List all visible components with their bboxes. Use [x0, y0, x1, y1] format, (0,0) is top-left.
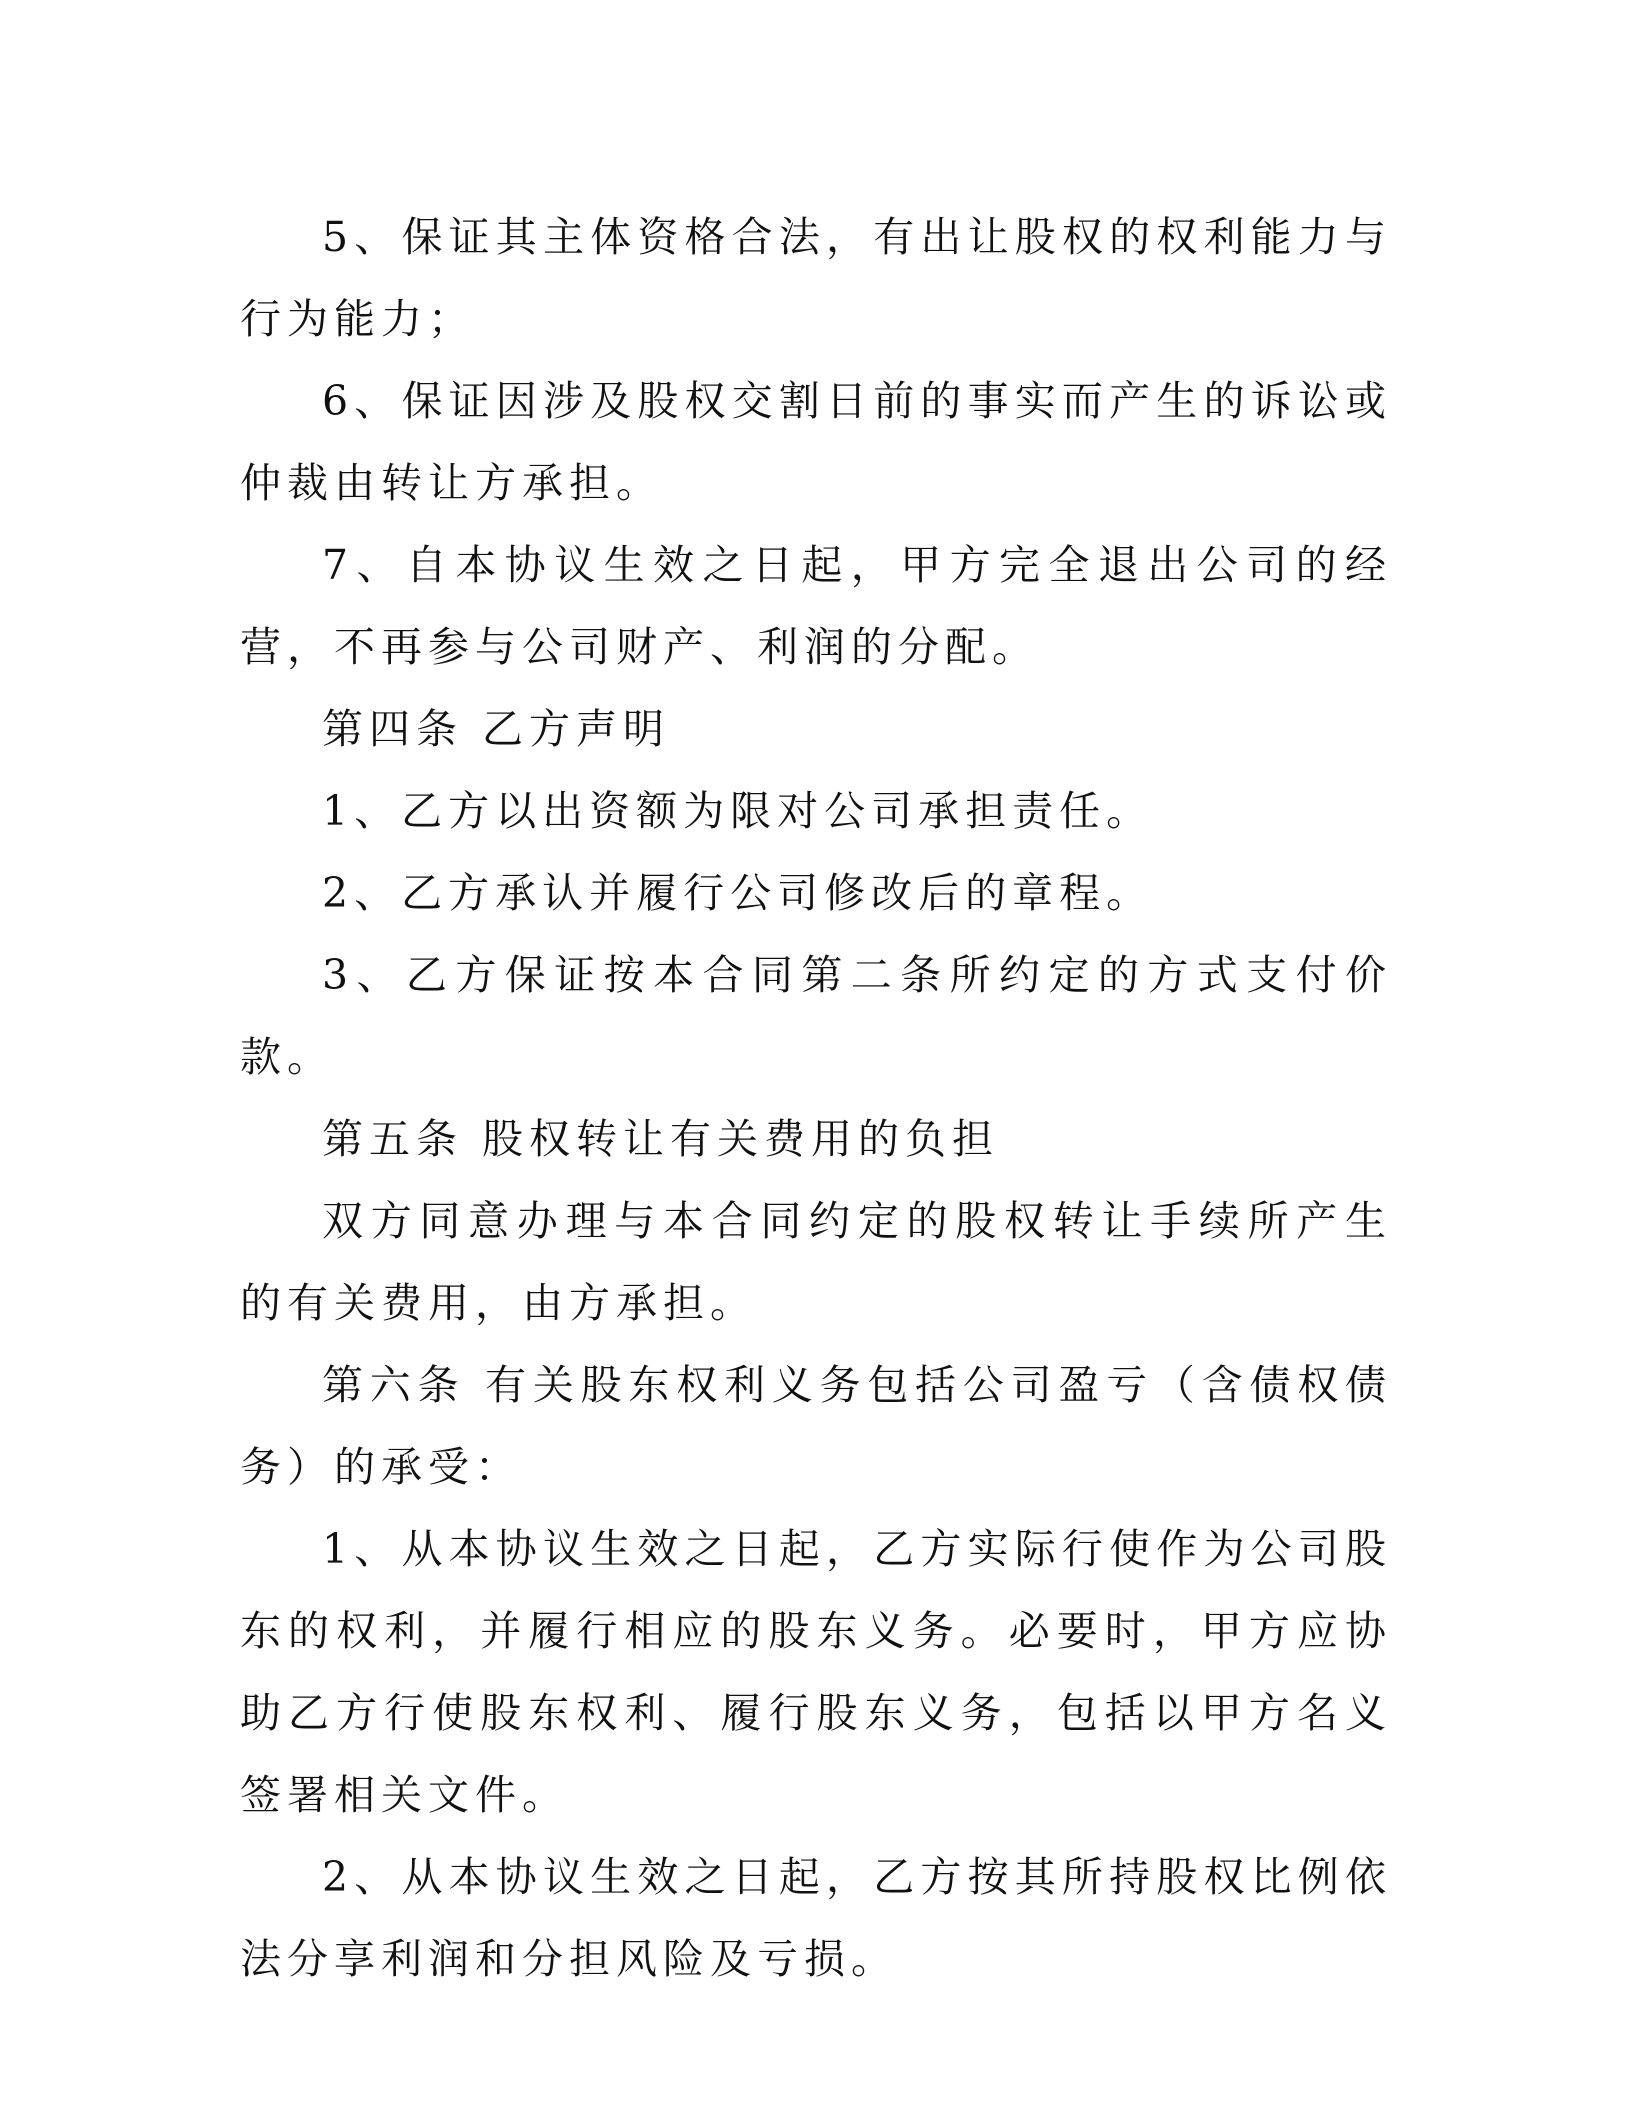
clause-item-5: 5、保证其主体资格合法，有出让股权的权利能力与行为能力； [240, 213, 1392, 343]
article-5-body: 双方同意办理与本合同约定的股权转让手续所产生的有关费用，由方承担。 [240, 1197, 1392, 1327]
article-4-heading: 第四条 乙方声明 [322, 705, 671, 753]
article-6-item-1: 1、从本协议生效之日起，乙方实际行使作为公司股东的权利，并履行相应的股东义务。必要时，甲方应协助乙方行使股东权利、履行股东义务，包括以甲方名义签署相关文件。 [240, 1525, 1392, 1819]
article-6-heading: 第六条 有关股东权利义务包括公司盈亏（含债权债务）的承受： [240, 1361, 1392, 1491]
article-6-item-2: 2、从本协议生效之日起，乙方按其所持股权比例依法分享利润和分担风险及亏损。 [240, 1853, 1392, 1983]
document-body [240, 196, 1392, 2000]
article-5-heading: 第五条 股权转让有关费用的负担 [322, 1115, 1000, 1163]
article-4-item-2: 2、乙方承认并履行公司修改后的章程。 [322, 869, 1154, 917]
article-4-item-3: 3、乙方保证按本合同第二条所约定的方式支付价款。 [240, 951, 1392, 1081]
clause-item-7: 7、自本协议生效之日起，甲方完全退出公司的经营，不再参与公司财产、利润的分配。 [240, 541, 1392, 671]
clause-item-6: 6、保证因涉及股权交割日前的事实而产生的诉讼或仲裁由转让方承担。 [240, 377, 1392, 507]
article-4-item-1: 1、乙方以出资额为限对公司承担责任。 [322, 787, 1154, 835]
